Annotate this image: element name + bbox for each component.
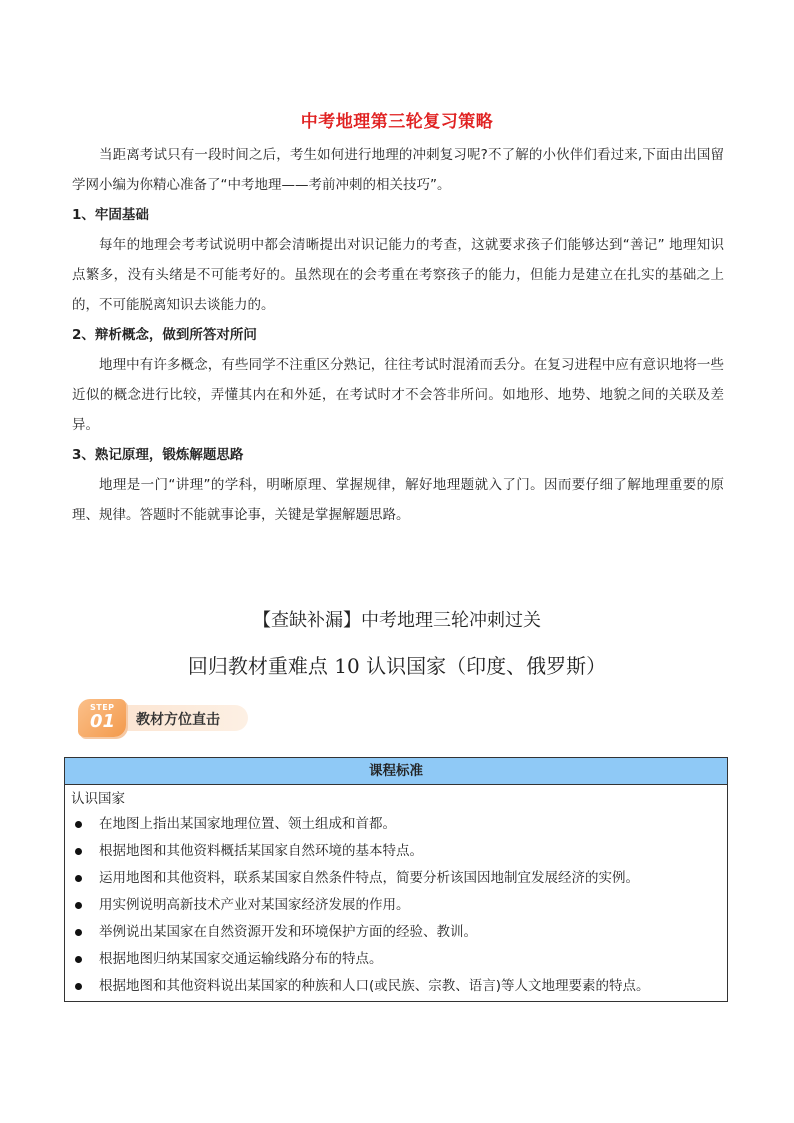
step-banner (78, 699, 258, 739)
step-number: 01 (90, 711, 116, 732)
list-item-text: 根据地图和其他资料概括某国家自然环境的基本特点。 (99, 843, 423, 859)
list-item-text: 根据地图和其他资料说出某国家的种族和人口(或民族、宗教、语言)等人文地理要素的特点。 (99, 978, 650, 994)
bullet-icon (75, 929, 82, 936)
bullet-icon (75, 848, 82, 855)
curriculum-standards-table (64, 757, 728, 1002)
subtitle-line-2: 回归教材重难点 10 认识国家（印度、俄罗斯） (187, 654, 607, 678)
list-item-text: 在地图上指出某国家地理位置、领土组成和首都。 (99, 816, 396, 832)
section-heading: 3、熟记原理，锻炼解题思路 (72, 447, 244, 463)
bullet-icon (75, 983, 82, 990)
list-item-text: 根据地图归纳某国家交通运输线路分布的特点。 (99, 951, 383, 967)
list-item (71, 811, 719, 838)
list-item-text: 用实例说明高新技术产业对某国家经济发展的作用。 (99, 897, 410, 913)
standards-intro: 认识国家 (71, 791, 125, 807)
step-small-label: STEP (90, 703, 115, 712)
section-paragraph: 每年的地理会考考试说明中都会清晰提出对识记能力的考查，这就要求孩子们能够达到“善记” 地理知识点繁多，没有头绪是不可能考好的。虽然现在的会考重在考察孩子的能力，但能力是建立在扎实的基础之上的，不可能脱离知识去谈能力的。 (72, 237, 724, 313)
section-paragraph: 地理是一门“讲理”的学科，明晰原理、掌握规律，解好地理题就入了门。因而要仔细了解地理重要的原理、规律。答题时不能就事论事，关键是掌握解题思路。 (72, 477, 724, 523)
subtitle-line-1: 【查缺补漏】中考地理三轮冲刺过关 (253, 610, 541, 631)
section-paragraph: 地理中有许多概念，有些同学不注重区分熟记，往往考试时混淆而丢分。在复习进程中应有意识地将一些近似的概念进行比较，弄懂其内在和外延，在考试时才不会答非所问。如地形、地势、地貌之间的关联及差异。 (72, 357, 724, 433)
section-heading: 2、辩析概念，做到所答对所问 (72, 327, 257, 343)
list-item (71, 919, 719, 946)
list-item-text: 举例说出某国家在自然资源开发和环境保护方面的经验、教训。 (99, 924, 477, 940)
article-body (72, 140, 724, 530)
bullet-icon (75, 821, 82, 828)
bullet-icon (75, 902, 82, 909)
table-header: 课程标准 (65, 758, 727, 785)
list-item-text: 运用地图和其他资料，联系某国家自然条件特点，简要分析该国因地制宜发展经济的实例。 (99, 870, 639, 886)
section-heading: 1、牢固基础 (72, 207, 149, 223)
intro-paragraph: 当距离考试只有一段时间之后，考生如何进行地理的冲刺复习呢?不了解的小伙伴们看过来,下面由出国留学网小编为你精心准备了“中考地理——考前冲刺的相关技巧”。 (72, 147, 724, 193)
list-item (71, 892, 719, 919)
standards-list (71, 811, 719, 1000)
list-item (71, 865, 719, 892)
step-badge-icon (78, 699, 126, 737)
list-item (71, 838, 719, 865)
bullet-icon (75, 956, 82, 963)
list-item (71, 946, 719, 973)
table-body (65, 785, 727, 1000)
list-item (71, 973, 719, 1000)
bullet-icon (75, 875, 82, 882)
step-label: 教材方位直击 (136, 712, 220, 728)
document-title: 中考地理第三轮复习策略 (300, 112, 494, 132)
